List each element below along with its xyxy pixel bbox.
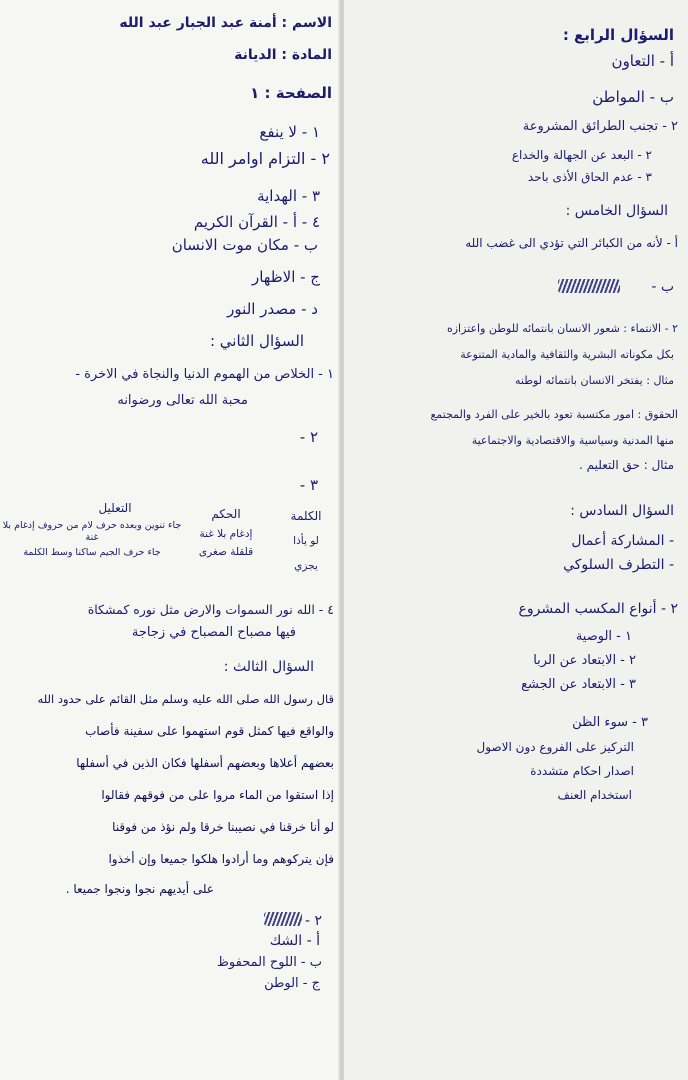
right-page xyxy=(344,0,688,1080)
q6-answer-b: - التطرف السلوكي xyxy=(563,557,674,573)
q6-part-2-title: ٢ - أنواع المكسب المشروع xyxy=(518,601,678,617)
hadith-line-5: لو أنا خرقنا في نصيبنا خرقا ولم نؤذ من فوقنا xyxy=(112,820,334,834)
hadith-line-2: والواقع فيها كمثل قوم استهموا على سفينة فأصاب xyxy=(85,724,334,738)
answer-1: ١ - لا ينفع xyxy=(259,123,320,141)
q3-part-2a: أ - الشك xyxy=(269,933,320,949)
question-4-title: السؤال الرابع : xyxy=(562,26,674,44)
q2-answer-1a: ١ - الخلاص من الهموم الدنيا والنجاة في الاخرة - xyxy=(75,367,334,382)
hadith-line-3: بعضهم أعلاها وبعضهم أسفلها فكان الذين في أسفلها xyxy=(76,756,334,770)
q2-answer-4b: فيها مصباح المصباح في زجاجة xyxy=(131,625,296,640)
answer-4d: د - مصدر النور xyxy=(227,300,318,318)
table-header-word: الكلمة xyxy=(290,509,322,523)
q6-part-3-item-3: استخدام العنف xyxy=(557,788,632,802)
q2-answer-2: ٢ - xyxy=(299,428,318,446)
q4-answer-b: ب - المواطن xyxy=(592,88,674,106)
answer-3: ٣ - الهداية xyxy=(257,187,320,205)
question-2-title: السؤال الثاني : xyxy=(209,332,304,350)
answer-4a: ٤ - أ - القرآن الكريم xyxy=(193,213,320,231)
q5-belonging-2: بكل مكوناته البشرية والثقافية والمادية المتنوعة xyxy=(460,348,674,361)
q6-part-3-title: ٣ - سوء الظن xyxy=(572,715,648,730)
answer-2: ٢ - التزام اوامر الله xyxy=(200,149,330,168)
q2-answer-1b: محبة الله تعالى ورضوانه xyxy=(117,393,248,408)
q4-answer-2-1: ٢ - البعد عن الجهالة والخداع xyxy=(511,148,652,162)
q3-part-2c: ج - الوطن xyxy=(264,976,320,991)
q4-answer-a: أ - التعاون xyxy=(611,52,674,70)
q5-belonging-3: مثال : يفتخر الانسان بانتمائه لوطنه xyxy=(515,374,674,387)
q6-answer-a: - المشاركة أعمال xyxy=(571,533,674,549)
student-name: الاسم : أمنة عبد الجبار عبد الله xyxy=(119,15,332,31)
table-row-1-ruling: إدغام بلا غنة xyxy=(199,528,253,540)
q3-part-2b: ب - اللوح المحفوظ xyxy=(216,955,322,970)
hadith-line-4: إذا استقوا من الماء مروا على من فوقهم فقالوا xyxy=(101,788,334,802)
crossed-out-text xyxy=(558,279,620,293)
q6-part-3-item-2: اصدار احكام متشددة xyxy=(530,764,634,778)
table-row-2-word: يجزي xyxy=(294,560,318,572)
q4-answer-2: ٢ - تجنب الطرائق المشروعة xyxy=(522,119,678,134)
q3-part-2: ٢ - xyxy=(304,913,322,929)
hadith-line-6: فإن يتركوهم وما أرادوا هلكوا جميعا وإن أخذوا xyxy=(108,852,334,866)
q5-rights-3: مثال : حق التعليم . xyxy=(579,458,674,472)
subject-line: المادة : الديانة xyxy=(234,47,332,63)
q4-answer-2-2: ٣ - عدم الحاق الأذى باحد xyxy=(527,170,652,184)
q6-part-3-item-1: التركيز على الفروع دون الاصول xyxy=(476,740,634,754)
table-header-ruling: الحكم xyxy=(211,507,241,521)
q6-part-2-item-1: ١ - الوصية xyxy=(575,629,632,644)
question-5-title: السؤال الخامس : xyxy=(565,203,668,219)
answer-4b: ب - مكان موت الانسان xyxy=(171,236,318,254)
hadith-line-7: على أيديهم نجوا ونجوا جميعا . xyxy=(65,882,214,896)
table-row-1-word: لو يأذا xyxy=(293,535,319,547)
question-3-title: السؤال الثالث : xyxy=(223,659,314,675)
crossed-out-text xyxy=(264,912,302,926)
question-6-title: السؤال السادس : xyxy=(570,503,674,519)
q5-rights-2: منها المدنية وسياسية والاقتصادية والاجتماعية xyxy=(471,434,674,447)
table-row-2-reason: جاء حرف الجيم ساكنا وسط الكلمة xyxy=(23,547,161,558)
q2-answer-3: ٣ - xyxy=(299,476,318,494)
hadith-line-1: قال رسول الله صلى الله عليه وسلم مثل القائم على حدود الله xyxy=(37,692,334,706)
table-row-1-reason: جاء تنوين وبعده حرف لام من حروف إدغام بلا غنة xyxy=(2,520,182,543)
table-header-reason: التعليل xyxy=(98,501,132,515)
q5-belonging-1: ٢ - الانتماء : شعور الانسان بانتمائه للوطن واعتزازه xyxy=(446,322,678,335)
q5-rights-1: الحقوق : امور مكتسبة تعود بالخير على الفرد والمجتمع xyxy=(430,408,678,421)
q6-part-2-item-2: ٢ - الابتعاد عن الربا xyxy=(533,653,636,668)
page-number: الصفحة : ١ xyxy=(250,84,332,102)
q2-answer-4a: ٤ - الله نور السموات والارض مثل نوره كمشكاة xyxy=(87,602,334,617)
q6-part-2-item-3: ٣ - الابتعاد عن الجشع xyxy=(521,677,636,692)
table-row-2-ruling: قلقلة صغرى xyxy=(198,546,254,558)
answer-4c: ج - الاظهار xyxy=(251,268,320,286)
q5-answer-a: أ - لأنه من الكبائر التي تؤدي الى غضب الله xyxy=(465,236,678,250)
q5-answer-b: ب - xyxy=(651,279,674,295)
